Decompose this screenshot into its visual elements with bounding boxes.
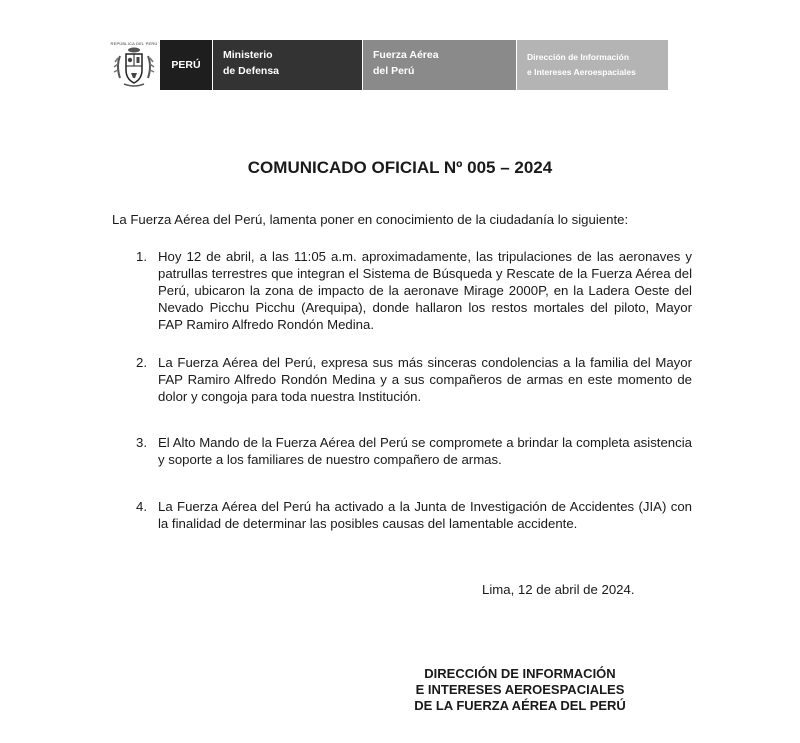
item-text: La Fuerza Aérea del Perú ha activado a la Junta de Investigación de Accidentes (JIA) con la finalidad de determinar las posibles causas del lamentable accidente. xyxy=(158,499,692,531)
fap-line2: del Perú xyxy=(373,65,415,77)
list-item xyxy=(112,354,692,405)
fap-block xyxy=(362,40,516,90)
ministry-block xyxy=(212,40,362,90)
list-item xyxy=(112,248,692,333)
ministry-line1: Ministerio xyxy=(223,49,273,61)
direction-line2: e Intereses Aeroespaciales xyxy=(527,67,636,77)
communique-title: COMUNICADO OFICIAL Nº 005 – 2024 xyxy=(247,158,553,177)
intro-paragraph: La Fuerza Aérea del Perú, lamenta poner en conocimiento de la ciudadanía lo siguiente: xyxy=(112,212,629,227)
list-item xyxy=(112,498,692,532)
place-date: Lima, 12 de abril de 2024. xyxy=(482,582,635,597)
item-number: 2. xyxy=(136,355,147,370)
signature-block xyxy=(398,666,642,714)
item-number: 3. xyxy=(136,435,147,450)
crest-caption: REPÚBLICA DEL PERÚ xyxy=(110,41,158,46)
item-number: 4. xyxy=(136,499,147,514)
signature-line2: E INTERESES AEROESPACIALES xyxy=(415,682,625,697)
peru-coat-of-arms xyxy=(108,40,160,90)
header xyxy=(108,40,668,90)
item-text: Hoy 12 de abril, a las 11:05 a.m. aproximadamente, las tripulaciones de las aeronaves y patrullas terrestres que integran el Sistema de Búsqueda y Rescate de la Fuerza Aérea del Perú, ubicaron la zona de impacto de la aeronave Mirage 2000P, en la Ladera Oeste del Nevado Picchu Picchu (Arequipa), donde hallaron los restos mortales del piloto, Mayor FAP Ramiro Alfredo Rondón Medina. xyxy=(158,249,692,332)
shield-icon xyxy=(112,46,156,88)
ministry-line2: de Defensa xyxy=(223,65,280,77)
peru-label: PERÚ xyxy=(160,40,212,90)
item-number: 1. xyxy=(136,249,147,264)
item-text: La Fuerza Aérea del Perú, expresa sus más sinceras condolencias a la familia del Mayor FAP Ramiro Alfredo Rondón Medina y a sus compañeros de armas en este momento de dolor y congoja para toda nuestra Institución. xyxy=(158,355,692,404)
direction-block xyxy=(516,40,668,90)
list-item xyxy=(112,434,692,468)
direction-line1: Dirección de Información xyxy=(527,52,630,62)
signature-line3: DE LA FUERZA AÉREA DEL PERÚ xyxy=(414,698,626,713)
communique-items xyxy=(112,248,692,532)
item-text: El Alto Mando de la Fuerza Aérea del Perú se compromete a brindar la completa asistencia y soporte a los familiares de nuestro compañero de armas. xyxy=(158,435,692,467)
signature-line1: DIRECCIÓN DE INFORMACIÓN xyxy=(424,666,616,681)
fap-line1: Fuerza Aérea xyxy=(373,49,439,61)
